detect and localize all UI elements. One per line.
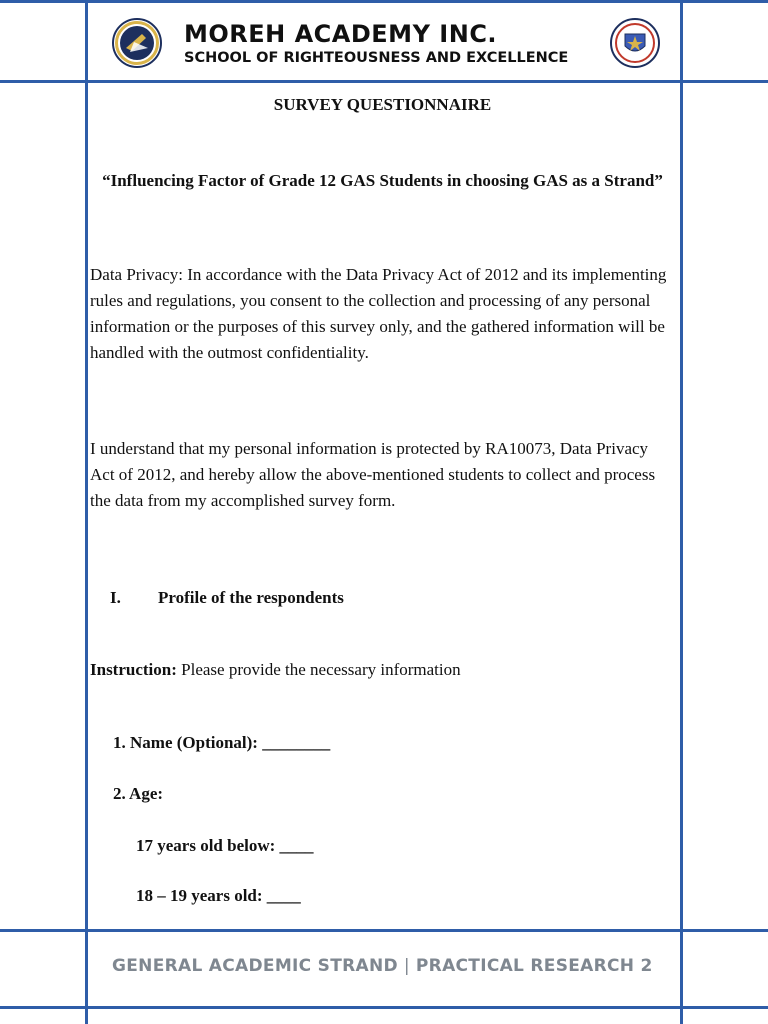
letterhead: [100, 6, 670, 76]
moreh-academy-seal-icon: [112, 18, 162, 68]
right-border-line: [680, 0, 683, 1024]
header-divider-line: [0, 80, 768, 83]
footer-separator: |: [403, 956, 410, 976]
data-privacy-paragraph: Data Privacy: In accordance with the Data Privacy Act of 2012 and its implementing rules and regulations, you consent to the collection and processing of any personal information or the purposes of this survey only, and the gathered information will be handled with the outmost confidentiality.: [90, 265, 667, 362]
age-option-18-19: 18 – 19 years old: ____: [136, 886, 301, 905]
footer: [112, 956, 653, 976]
consent-paragraph: I understand that my personal information is protected by RA10073, Data Privacy Act of 2012, and hereby allow the above-mentioned students to collect and process the data from my accomplished survey form.: [90, 439, 656, 510]
school-motto: SCHOOL OF RIGHTEOUSNESS AND EXCELLENCE: [184, 50, 569, 66]
top-border-line: [0, 0, 768, 3]
study-title: “Influencing Factor of Grade 12 GAS Students in choosing GAS as a Strand”: [102, 171, 663, 190]
left-border-line: [85, 0, 88, 1024]
instruction-text: Please provide the necessary information: [176, 660, 461, 679]
document-title: SURVEY QUESTIONNAIRE: [273, 95, 492, 114]
question-age: 2. Age:: [113, 784, 164, 803]
question-name: 1. Name (Optional): ________: [113, 733, 331, 752]
footer-strand: GENERAL ACADEMIC STRAND: [112, 956, 398, 976]
instruction: [90, 660, 461, 680]
section-number: I.: [110, 588, 121, 607]
age-option-17-below: 17 years old below: ____: [136, 836, 314, 855]
footer-divider-line: [0, 929, 768, 932]
instruction-label: Instruction:: [90, 660, 177, 679]
bottom-border-line: [0, 1006, 768, 1009]
section-title: Profile of the respondents: [158, 588, 344, 607]
footer-subject: PRACTICAL RESEARCH 2: [415, 956, 653, 976]
deped-seal-icon: [610, 18, 660, 68]
section-heading: [110, 588, 344, 608]
school-name: MOREH ACADEMY INC.: [184, 20, 498, 48]
